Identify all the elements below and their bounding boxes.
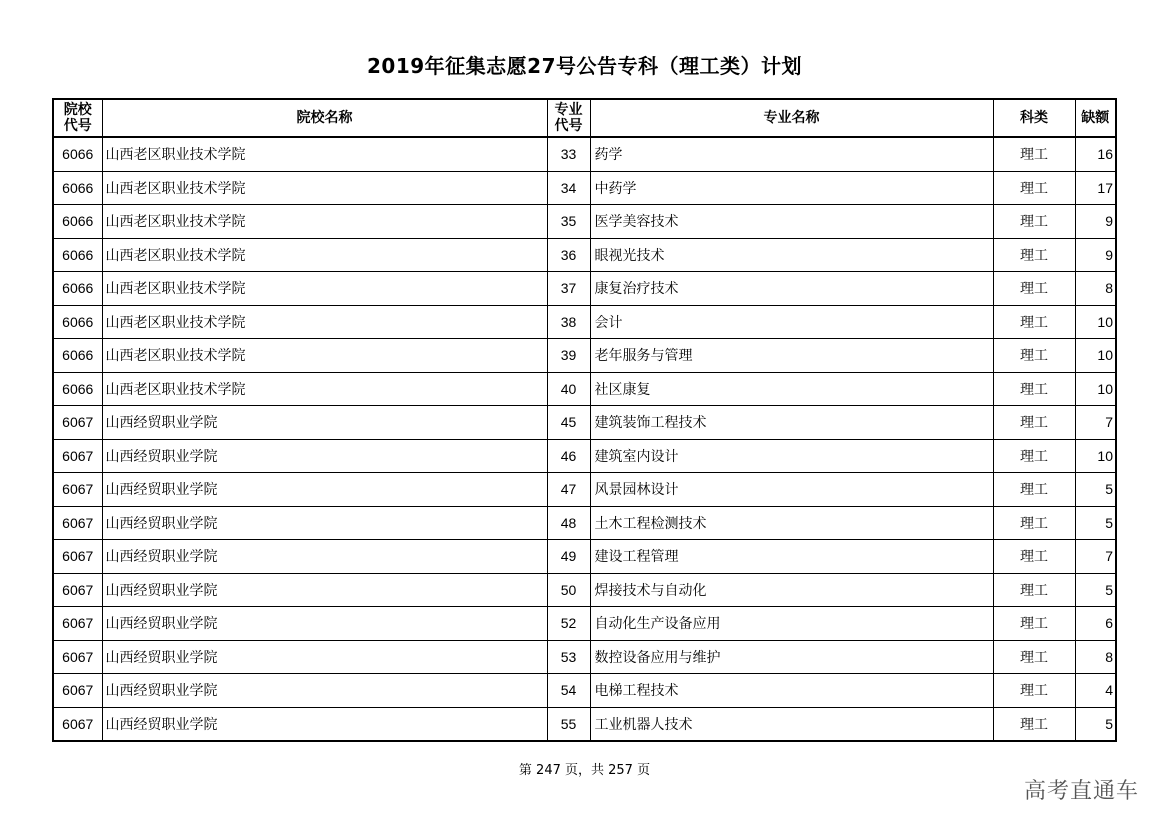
table-row xyxy=(53,506,1116,540)
cell-quota: 4 xyxy=(1075,674,1116,708)
cell-category: 理工 xyxy=(993,205,1075,239)
cell-quota: 16 xyxy=(1075,137,1116,171)
cell-major-name: 数控设备应用与维护 xyxy=(590,640,993,674)
cell-quota: 10 xyxy=(1075,305,1116,339)
cell-quota: 8 xyxy=(1075,272,1116,306)
cell-school-code: 6067 xyxy=(53,707,102,741)
cell-category: 理工 xyxy=(993,238,1075,272)
cell-category: 理工 xyxy=(993,473,1075,507)
cell-major-name: 会计 xyxy=(590,305,993,339)
cell-category: 理工 xyxy=(993,640,1075,674)
cell-quota: 7 xyxy=(1075,406,1116,440)
cell-major-name: 建筑装饰工程技术 xyxy=(590,406,993,440)
cell-school-name: 山西经贸职业学院 xyxy=(102,439,547,473)
cell-major-code: 40 xyxy=(547,372,590,406)
table-row xyxy=(53,607,1116,641)
cell-major-name: 土木工程检测技术 xyxy=(590,506,993,540)
cell-major-code: 34 xyxy=(547,171,590,205)
header-school-name: 院校名称 xyxy=(102,99,547,137)
cell-quota: 5 xyxy=(1075,506,1116,540)
cell-quota: 5 xyxy=(1075,573,1116,607)
cell-major-code: 54 xyxy=(547,674,590,708)
header-quota: 缺额 xyxy=(1075,99,1116,137)
cell-major-code: 55 xyxy=(547,707,590,741)
cell-major-name: 自动化生产设备应用 xyxy=(590,607,993,641)
cell-school-name: 山西经贸职业学院 xyxy=(102,674,547,708)
cell-school-code: 6067 xyxy=(53,439,102,473)
cell-school-name: 山西经贸职业学院 xyxy=(102,540,547,574)
cell-major-code: 39 xyxy=(547,339,590,373)
cell-quota: 10 xyxy=(1075,339,1116,373)
cell-school-code: 6066 xyxy=(53,205,102,239)
cell-quota: 9 xyxy=(1075,238,1116,272)
cell-school-code: 6066 xyxy=(53,238,102,272)
cell-school-name: 山西老区职业技术学院 xyxy=(102,137,547,171)
cell-major-name: 康复治疗技术 xyxy=(590,272,993,306)
table-row xyxy=(53,372,1116,406)
cell-major-name: 眼视光技术 xyxy=(590,238,993,272)
table-row xyxy=(53,406,1116,440)
cell-category: 理工 xyxy=(993,540,1075,574)
header-category: 科类 xyxy=(993,99,1075,137)
cell-category: 理工 xyxy=(993,272,1075,306)
cell-major-code: 45 xyxy=(547,406,590,440)
header-major-name: 专业名称 xyxy=(590,99,993,137)
cell-category: 理工 xyxy=(993,674,1075,708)
cell-category: 理工 xyxy=(993,506,1075,540)
cell-school-name: 山西老区职业技术学院 xyxy=(102,238,547,272)
table-row xyxy=(53,272,1116,306)
cell-category: 理工 xyxy=(993,573,1075,607)
cell-category: 理工 xyxy=(993,707,1075,741)
cell-major-name: 风景园林设计 xyxy=(590,473,993,507)
cell-school-code: 6066 xyxy=(53,305,102,339)
cell-school-name: 山西老区职业技术学院 xyxy=(102,339,547,373)
table-row xyxy=(53,473,1116,507)
cell-school-code: 6067 xyxy=(53,573,102,607)
cell-category: 理工 xyxy=(993,171,1075,205)
cell-school-code: 6066 xyxy=(53,372,102,406)
cell-major-code: 35 xyxy=(547,205,590,239)
table-row xyxy=(53,707,1116,741)
cell-school-name: 山西老区职业技术学院 xyxy=(102,272,547,306)
cell-major-name: 药学 xyxy=(590,137,993,171)
cell-quota: 9 xyxy=(1075,205,1116,239)
cell-major-name: 医学美容技术 xyxy=(590,205,993,239)
cell-major-name: 社区康复 xyxy=(590,372,993,406)
cell-school-name: 山西经贸职业学院 xyxy=(102,707,547,741)
cell-school-name: 山西经贸职业学院 xyxy=(102,506,547,540)
cell-school-code: 6067 xyxy=(53,607,102,641)
header-school-code: 院校代号 xyxy=(53,99,102,137)
cell-quota: 10 xyxy=(1075,372,1116,406)
table-row xyxy=(53,205,1116,239)
cell-quota: 17 xyxy=(1075,171,1116,205)
cell-major-code: 47 xyxy=(547,473,590,507)
cell-major-code: 53 xyxy=(547,640,590,674)
cell-school-name: 山西经贸职业学院 xyxy=(102,640,547,674)
cell-school-code: 6066 xyxy=(53,272,102,306)
cell-category: 理工 xyxy=(993,607,1075,641)
cell-school-name: 山西老区职业技术学院 xyxy=(102,305,547,339)
table-header-row xyxy=(53,99,1116,137)
table-row xyxy=(53,640,1116,674)
cell-quota: 8 xyxy=(1075,640,1116,674)
cell-category: 理工 xyxy=(993,305,1075,339)
cell-school-name: 山西经贸职业学院 xyxy=(102,607,547,641)
cell-school-code: 6067 xyxy=(53,473,102,507)
table-row xyxy=(53,171,1116,205)
cell-major-code: 49 xyxy=(547,540,590,574)
cell-major-name: 工业机器人技术 xyxy=(590,707,993,741)
cell-major-name: 电梯工程技术 xyxy=(590,674,993,708)
cell-major-name: 老年服务与管理 xyxy=(590,339,993,373)
cell-school-name: 山西经贸职业学院 xyxy=(102,406,547,440)
table-row xyxy=(53,573,1116,607)
cell-major-code: 50 xyxy=(547,573,590,607)
cell-major-code: 33 xyxy=(547,137,590,171)
cell-school-code: 6066 xyxy=(53,137,102,171)
cell-school-code: 6066 xyxy=(53,339,102,373)
page-footer: 第 247 页，共 257 页 xyxy=(518,763,651,778)
cell-major-code: 36 xyxy=(547,238,590,272)
cell-school-code: 6067 xyxy=(53,674,102,708)
cell-major-code: 52 xyxy=(547,607,590,641)
cell-major-code: 48 xyxy=(547,506,590,540)
cell-category: 理工 xyxy=(993,137,1075,171)
cell-major-name: 中药学 xyxy=(590,171,993,205)
watermark: 高考直通车 xyxy=(1023,779,1139,804)
cell-school-name: 山西经贸职业学院 xyxy=(102,573,547,607)
cell-major-code: 37 xyxy=(547,272,590,306)
table-row xyxy=(53,339,1116,373)
cell-major-code: 38 xyxy=(547,305,590,339)
cell-category: 理工 xyxy=(993,372,1075,406)
cell-school-code: 6067 xyxy=(53,406,102,440)
cell-school-name: 山西老区职业技术学院 xyxy=(102,205,547,239)
cell-category: 理工 xyxy=(993,406,1075,440)
table-row xyxy=(53,305,1116,339)
table-row xyxy=(53,238,1116,272)
cell-quota: 10 xyxy=(1075,439,1116,473)
page-title: 2019年征集志愿27号公告专科（理工类）计划 xyxy=(367,54,802,78)
table-row xyxy=(53,439,1116,473)
cell-school-code: 6066 xyxy=(53,171,102,205)
table-row xyxy=(53,137,1116,171)
cell-quota: 7 xyxy=(1075,540,1116,574)
cell-school-code: 6067 xyxy=(53,540,102,574)
cell-major-name: 建设工程管理 xyxy=(590,540,993,574)
table-row xyxy=(53,540,1116,574)
table-row xyxy=(53,674,1116,708)
header-major-code: 专业代号 xyxy=(547,99,590,137)
cell-school-name: 山西老区职业技术学院 xyxy=(102,372,547,406)
cell-major-code: 46 xyxy=(547,439,590,473)
cell-major-name: 建筑室内设计 xyxy=(590,439,993,473)
cell-major-name: 焊接技术与自动化 xyxy=(590,573,993,607)
table-body xyxy=(53,137,1116,741)
cell-quota: 6 xyxy=(1075,607,1116,641)
cell-school-code: 6067 xyxy=(53,506,102,540)
cell-school-code: 6067 xyxy=(53,640,102,674)
cell-school-name: 山西老区职业技术学院 xyxy=(102,171,547,205)
cell-quota: 5 xyxy=(1075,707,1116,741)
cell-quota: 5 xyxy=(1075,473,1116,507)
cell-category: 理工 xyxy=(993,439,1075,473)
cell-school-name: 山西经贸职业学院 xyxy=(102,473,547,507)
plan-table xyxy=(52,98,1117,742)
cell-category: 理工 xyxy=(993,339,1075,373)
